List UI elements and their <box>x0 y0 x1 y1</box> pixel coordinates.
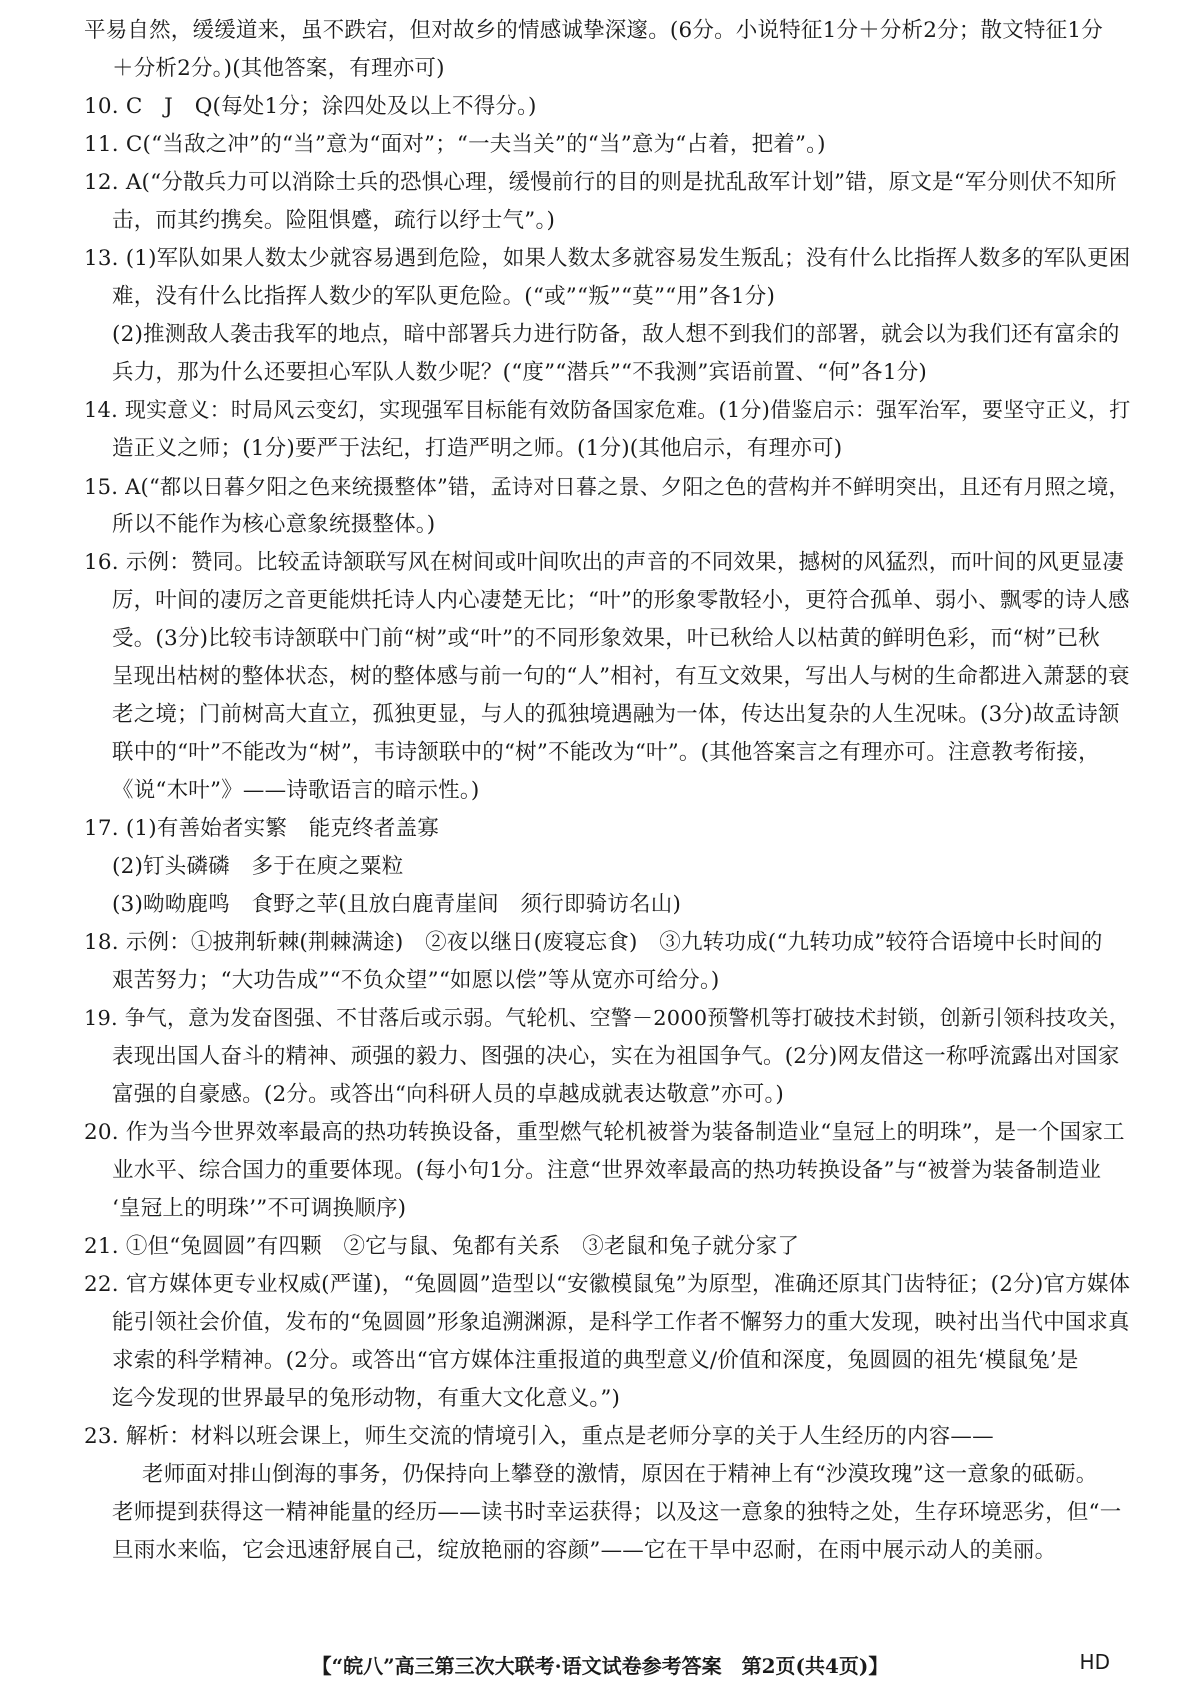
answer-10: 10. C J Q(每处1分；涂四处及以上不得分。) <box>84 94 537 119</box>
text-line: 所以不能作为核心意象统摄整体。) <box>112 512 436 537</box>
text-line: 老师面对排山倒海的事务，仍保持向上攀登的激情，原因在于精神上有“沙漠玫瑰”这一意象的砥砺。 <box>142 1462 1098 1487</box>
answer-18: 18. 示例：①披荆斩棘(荆棘满途) ②夜以继日(废寝忘食) ③九转功成(“九转功成”较符合语境中长时间的 <box>84 930 1103 955</box>
text-line: (2)钉头磷磷 多于在庾之粟粒 <box>112 854 404 879</box>
text-line: 业水平、综合国力的重要体现。(每小句1分。注意“世界效率最高的热功转换设备”与“被誉为装备制造业 <box>112 1158 1102 1183</box>
text-line: 表现出国人奋斗的精神、顽强的毅力、图强的决心，实在为祖国争气。(2分)网友借这一称呼流露出对国家 <box>112 1044 1120 1069</box>
answer-20: 20. 作为当今世界效率最高的热功转换设备，重型燃气轮机被誉为装备制造业“皇冠上的明珠”，是一个国家工 <box>84 1120 1125 1145</box>
text-line: 难，没有什么比指挥人数少的军队更危险。(“或”“叛”“莫”“用”各1分) <box>112 284 776 309</box>
text-line: 迄今发现的世界最早的兔形动物，有重大文化意义。”) <box>112 1386 621 1411</box>
text-line: 呈现出枯树的整体状态，树的整体感与前一句的“人”相衬，有互文效果，写出人与树的生命都进入萧瑟的衰 <box>112 664 1130 689</box>
text-line: 《说“木叶”》——诗歌语言的暗示性。) <box>112 778 480 803</box>
text-line: 旦雨水来临，它会迅速舒展自己，绽放艳丽的容颜”——它在干旱中忍耐，在雨中展示动人的美丽。 <box>112 1538 1057 1563</box>
text-line: 造正义之师；(1分)要严于法纪，打造严明之师。(1分)(其他启示，有理亦可) <box>112 436 843 461</box>
answer-21: 21. ①但“兔圆圆”有四颗 ②它与鼠、兔都有关系 ③老鼠和兔子就分家了 <box>84 1234 800 1259</box>
text-line: 艰苦努力；“大功告成”“不负众望”“如愿以偿”等从宽亦可给分。) <box>112 968 720 993</box>
text-line: ‘皇冠上的明珠’”不可调换顺序) <box>112 1196 407 1221</box>
text-line: 平易自然，缓缓道来，虽不跌宕，但对故乡的情感诚挚深邃。(6分。小说特征1分＋分析2分；散文特征1分 <box>84 18 1103 43</box>
answer-13: 13. (1)军队如果人数太少就容易遇到危险，如果人数太多就容易发生叛乱；没有什么比指挥人数多的军队更困 <box>84 246 1131 271</box>
text-line: 受。(3分)比较韦诗颔联中门前“树”或“叶”的不同形象效果，叶已秋给人以枯黄的鲜明色彩，而“树”已秋 <box>112 626 1100 651</box>
text-line: 击，而其约携矣。险阻惧蹙，疏行以纾士气”。) <box>112 208 556 233</box>
text-line: 厉，叶间的凄厉之音更能烘托诗人内心凄楚无比；“叶”的形象零散轻小，更符合孤单、弱小、飘零的诗人感 <box>112 588 1130 613</box>
answer-17: 17. (1)有善始者实繁 能克终者盖寡 <box>84 816 439 841</box>
text-line: ＋分析2分。)(其他答案，有理亦可) <box>112 56 445 81</box>
text-line: 求索的科学精神。(2分。或答出“官方媒体注重报道的典型意义/价值和深度，兔圆圆的祖先‘模鼠兔’是 <box>112 1348 1079 1373</box>
answer-12: 12. A(“分散兵力可以消除士兵的恐惧心理，缓慢前行的目的则是扰乱敌军计划”错，原文是“军分则伏不知所 <box>84 170 1117 195</box>
text-line: 老师提到获得这一精神能量的经历——读书时幸运获得；以及这一意象的独特之处，生存环境恶劣，但“一 <box>112 1500 1122 1525</box>
answer-14: 14. 现实意义：时局风云变幻，实现强军目标能有效防备国家危难。(1分)借鉴启示：强军治军，要坚守正义，打 <box>84 398 1131 422</box>
answer-22: 22. 官方媒体更专业权威(严谨)，“兔圆圆”造型以“安徽模鼠兔”为原型，准确还原其门齿特征；(2分)官方媒体 <box>84 1272 1131 1297</box>
footer-code: HD <box>1079 1650 1110 1674</box>
text-line: 老之境；门前树高大直立，孤独更显，与人的孤独境遇融为一体，传达出复杂的人生况味。(3分)故孟诗颔 <box>112 702 1120 727</box>
answer-11: 11. C(“当敌之冲”的“当”意为“面对”；“一夫当关”的“当”意为“占着，把着”。) <box>84 132 826 157</box>
text-line: 富强的自豪感。(2分。或答出“向科研人员的卓越成就表达敬意”亦可。) <box>112 1082 784 1107</box>
footer-title: 【“皖八”高三第三次大联考·语文试卷参考答案 第2页(共4页)】 <box>311 1654 889 1678</box>
answer-16: 16. 示例：赞同。比较孟诗颔联写风在树间或叶间吹出的声音的不同效果，撼树的风猛烈，而叶间的风更显凄 <box>84 550 1125 575</box>
page-footer <box>0 1650 1200 1680</box>
answer-23: 23. 解析：材料以班会课上，师生交流的情境引入，重点是老师分享的关于人生经历的内容—— <box>84 1424 994 1449</box>
text-line: 兵力，那为什么还要担心军队人数少呢？(“度”“潜兵”“不我测”宾语前置、“何”各1分) <box>112 360 927 385</box>
answer-15: 15. A(“都以日暮夕阳之色来统摄整体”错，孟诗对日暮之景、夕阳之色的营构并不鲜明突出，且还有月照之境， <box>84 474 1130 499</box>
answer-19: 19. 争气，意为发奋图强、不甘落后或示弱。气轮机、空警－2000预警机等打破技术封锁，创新引领科技攻关， <box>84 1006 1131 1030</box>
text-line: (2)推测敌人袭击我军的地点，暗中部署兵力进行防备，敌人想不到我们的部署，就会以为我们还有富余的 <box>112 322 1120 347</box>
text-line: (3)呦呦鹿鸣 食野之苹(且放白鹿青崖间 须行即骑访名山) <box>112 892 682 917</box>
text-line: 联中的“叶”不能改为“树”，韦诗颔联中的“树”不能改为“叶”。(其他答案言之有理亦可。注意教考衔接， <box>112 740 1100 765</box>
text-line: 能引领社会价值，发布的“兔圆圆”形象追溯渊源，是科学工作者不懈努力的重大发现，映衬出当代中国求真 <box>112 1310 1130 1335</box>
